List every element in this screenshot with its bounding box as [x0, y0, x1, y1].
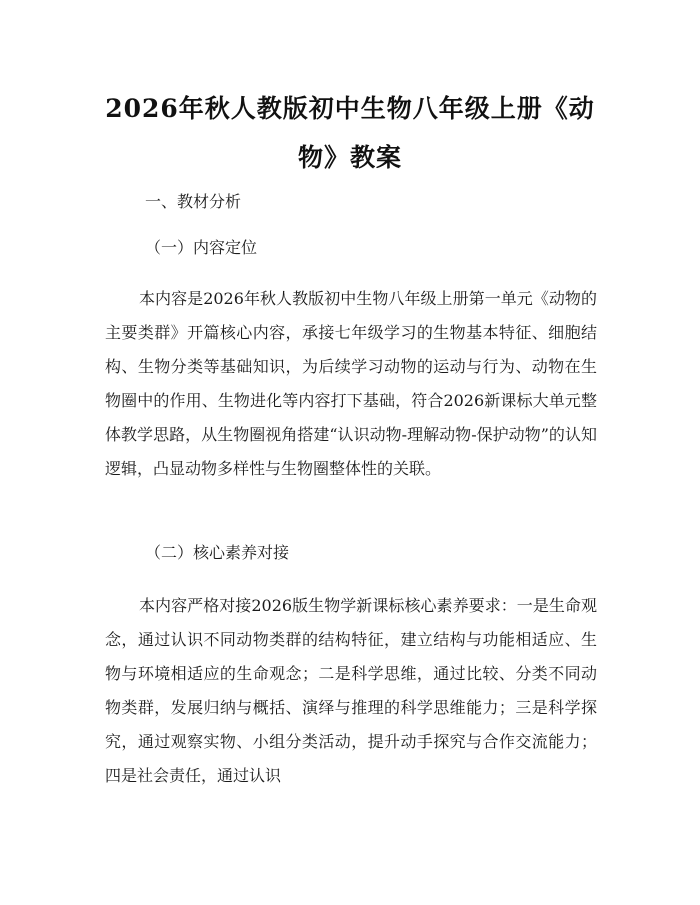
subsection-heading-content-positioning: （一）内容定位 [145, 238, 258, 257]
section-heading-textbook-analysis: 一、教材分析 [145, 192, 242, 211]
subsection-heading-core-literacy: （二）核心素养对接 [145, 543, 290, 562]
document-title: 2026年秋人教版初中生物八年级上册《动物》教案 [105, 94, 595, 172]
paragraph-core-literacy: 本内容严格对接2026版生物学新课标核心素养要求：一是生命观念，通过认识不同动物类群的结构特征，建立结构与功能相适应、生物与环境相适应的生命观念；二是科学思维，通过比较、分类不同动物类群，发展归纳与概括、演绎与推理的科学思维能力；三是科学探究，通过观察实物、小组分类活动，提升动手探究与合作交流能力；四是社会责任，通过认识 [105, 596, 597, 785]
paragraph-content-positioning: 本内容是2026年秋人教版初中生物八年级上册第一单元《动物的主要类群》开篇核心内容，承接七年级学习的生物基本特征、细胞结构、生物分类等基础知识，为后续学习动物的运动与行为、动物在生物圈中的作用、生物进化等内容打下基础，符合2026新课标大单元整体教学思路，从生物圈视角搭建“认识动物-理解动物-保护动物”的认知逻辑，凸显动物多样性与生物圈整体性的关联。 [105, 289, 597, 478]
